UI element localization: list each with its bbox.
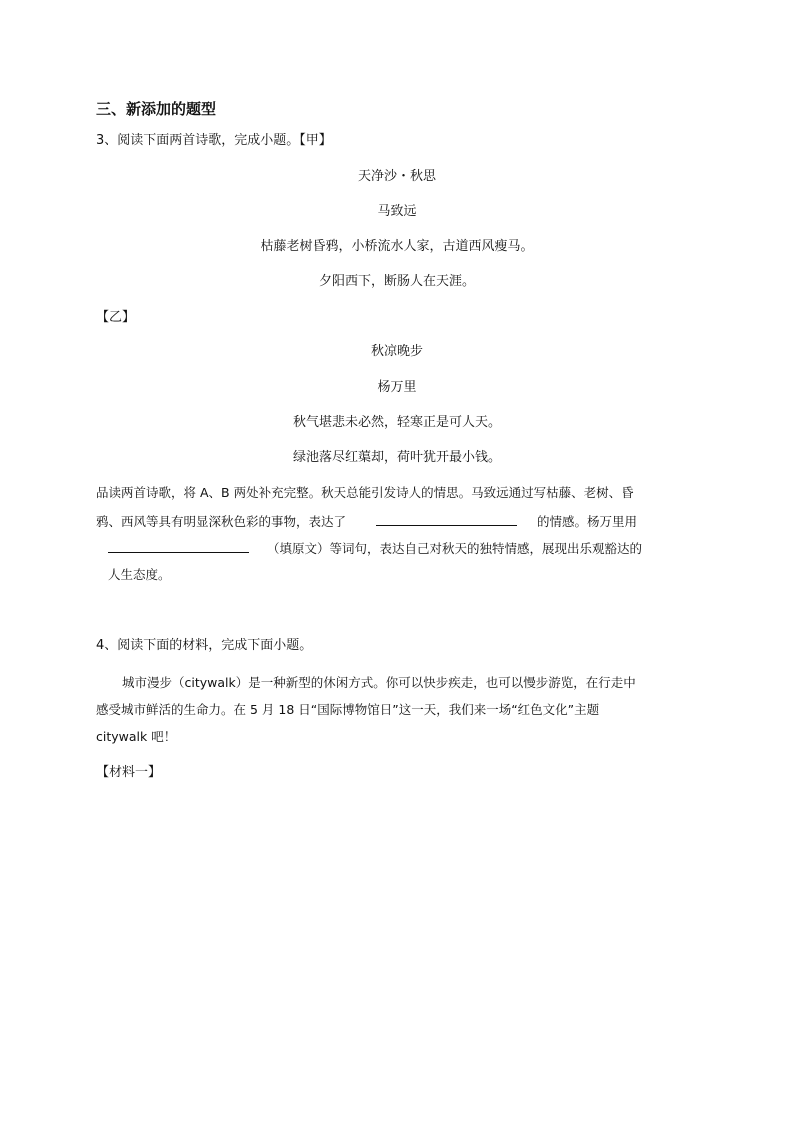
poem-b-title: 秋凉晚步 [370,344,423,359]
poem-b-label: 【乙】 [96,310,136,325]
q4-paragraph-line-1: 城市漫步（citywalk）是一种新型的休闲方式。你可以快步疾走，也可以慢步游览，在行走中 [122,675,636,690]
poem-b-author: 杨万里 [377,380,417,395]
poem-a-line-1: 枯藤老树昏鸦，小桥流水人家，古道西风瘦马。 [260,239,534,254]
poem-a-author: 马致远 [377,204,417,219]
poem-a-title: 天净沙・秋思 [357,169,436,184]
q4-prompt: 4、阅读下面的材料，完成下面小题。 [96,638,313,653]
section-title: 三、新添加的题型 [96,100,217,118]
q4-paragraph-line-3: citywalk 吧！ [96,729,177,744]
task-line-3 [108,540,642,557]
q4-paragraph-line-2: 感受城市鲜活的生命力。在 5 月 18 日“国际博物馆日”这一天，我们来一场“红色文化”主题 [96,702,600,717]
poem-b-line-1: 秋气堪悲未必然，轻寒正是可人天。 [292,415,501,430]
poem-b-line-2: 绿池落尽红蕖却，荷叶犹开最小钱。 [292,450,501,465]
material-one-label: 【材料一】 [96,765,162,780]
task-line-1: 品读两首诗歌，将 A、B 两处补充完整。秋天总能引发诗人的情思。马致远通过写枯藤、老树、昏 [96,485,634,500]
task-line-2-text-a: 鸦、西风等具有明显深秋色彩的事物，表达了 [96,514,347,529]
task-line-2-text-b: 的情感。杨万里用 [536,514,637,529]
task-line-4: 人生态度。 [108,567,171,582]
answer-blank-b[interactable] [108,540,249,553]
task-line-3-text: （填原文）等词句，表达自己对秋天的独特情感，展现出乐观豁达的 [266,541,642,556]
poem-a-line-2: 夕阳西下，断肠人在天涯。 [318,274,475,289]
q3-prompt: 3、阅读下面两首诗歌，完成小题。【甲】 [96,133,332,148]
task-line-2 [96,513,637,530]
answer-blank-a[interactable] [376,513,517,526]
